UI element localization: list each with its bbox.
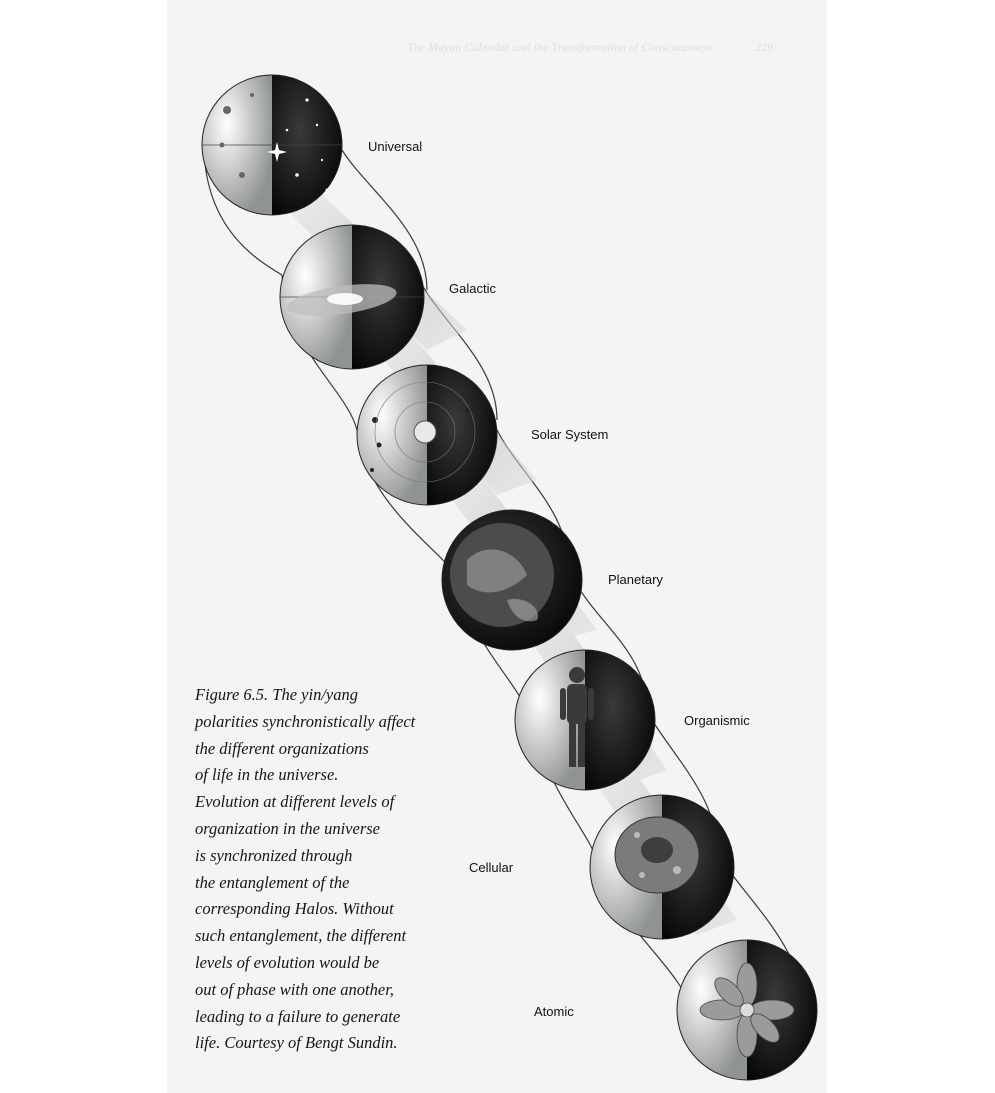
caption-line: polarities synchronistically affect [195,711,416,731]
caption-line: levels of evolution would be [195,952,380,972]
label-cellular: Cellular [469,860,514,875]
atomic-circle [677,940,817,1080]
header-title: The Mayan Calendar and the Transformation of Consciousness [407,40,713,54]
universal-circle [202,75,342,215]
caption-line: Figure 6.5. The yin/yang [195,685,358,704]
label-organismic: Organismic [684,713,750,728]
planetary-circle [442,510,582,650]
caption-line: life. Courtesy of Bengt Sundin. [195,1033,398,1053]
label-universal: Universal [368,139,423,154]
caption-line: Evolution at different levels of [195,792,395,812]
caption-line: of life in the universe. [195,765,339,785]
page-number: 229 [755,40,774,54]
label-planetary: Planetary [608,572,663,587]
caption-line: organization in the universe [195,818,380,838]
caption-line: is synchronized through [195,845,353,865]
figure-caption [195,682,445,1057]
sun-icon [414,421,436,443]
solar-system-circle [357,365,497,505]
caption-line: the entanglement of the [195,872,350,892]
galactic-circle [280,225,424,369]
label-galactic: Galactic [449,281,496,296]
label-atomic: Atomic [534,1004,574,1019]
label-solar-system: Solar System [531,427,609,442]
caption-line: leading to a failure to generate [195,1006,401,1026]
book-page [167,0,827,1093]
cellular-circle [590,795,734,939]
caption-line: such entanglement, the different [195,926,407,946]
caption-line: corresponding Halos. Without [195,899,394,919]
caption-line: out of phase with one another, [195,979,394,999]
organismic-circle [515,650,655,790]
caption-line: the different organizations [195,738,369,758]
